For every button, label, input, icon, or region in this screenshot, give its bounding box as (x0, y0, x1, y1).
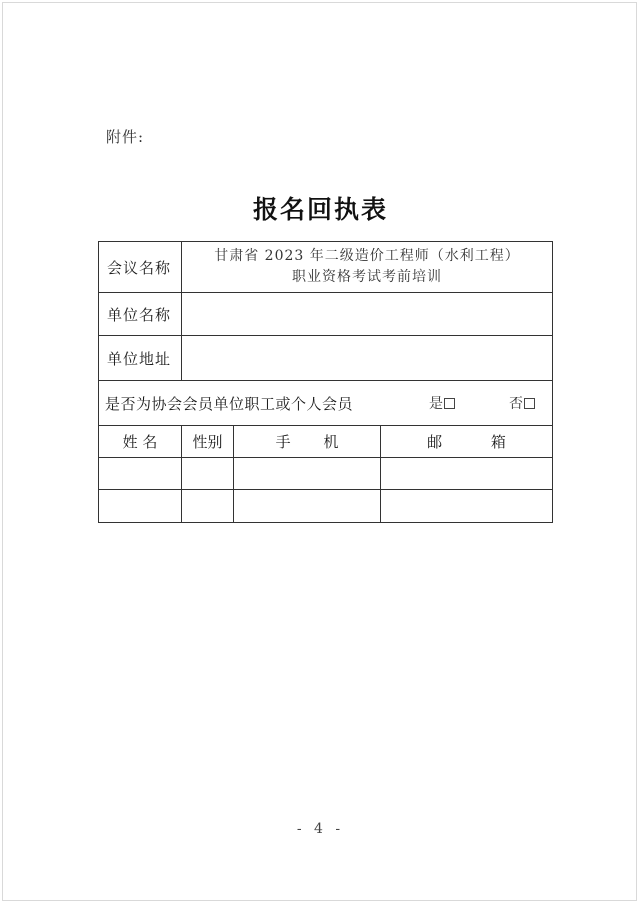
registration-form-table (98, 241, 553, 523)
meeting-name-label: 会议名称 (99, 242, 182, 293)
unit-name-label: 单位名称 (99, 293, 182, 336)
email-cell[interactable] (381, 458, 553, 490)
unit-name-row (99, 293, 553, 336)
phone-cell[interactable] (234, 490, 381, 523)
no-label: 否 (509, 396, 523, 412)
member-row (99, 381, 553, 426)
gender-cell[interactable] (182, 458, 234, 490)
yes-checkbox[interactable] (444, 398, 455, 409)
form-title: 报名回执表 (252, 195, 388, 224)
page-number: - 4 - (296, 821, 345, 837)
meeting-name-line1: 甘肃省 2023 年二级造价工程师（水利工程） (214, 248, 520, 264)
gender-cell[interactable] (182, 490, 234, 523)
attachment-label: 附件: (106, 128, 145, 146)
meeting-name-line2: 职业资格考试考前培训 (292, 269, 442, 285)
member-question: 是否为协会会员单位职工或个人会员 (105, 394, 354, 413)
header-phone: 手 机 (234, 426, 381, 458)
member-question-cell (99, 381, 553, 426)
no-option[interactable] (509, 381, 535, 425)
name-cell[interactable] (99, 490, 182, 523)
table-row (99, 458, 553, 490)
unit-address-row (99, 336, 553, 381)
header-email: 邮 箱 (381, 426, 553, 458)
meeting-name-row (99, 242, 553, 293)
column-header-row (99, 426, 553, 458)
header-name: 姓 名 (99, 426, 182, 458)
phone-cell[interactable] (234, 458, 381, 490)
meeting-name-value (182, 242, 553, 293)
table-row (99, 490, 553, 523)
unit-name-field[interactable] (182, 293, 553, 336)
yes-label: 是 (429, 396, 443, 412)
unit-address-label: 单位地址 (99, 336, 182, 381)
unit-address-field[interactable] (182, 336, 553, 381)
email-cell[interactable] (381, 490, 553, 523)
header-gender: 性别 (182, 426, 234, 458)
yes-option[interactable] (429, 381, 455, 425)
name-cell[interactable] (99, 458, 182, 490)
no-checkbox[interactable] (524, 398, 535, 409)
